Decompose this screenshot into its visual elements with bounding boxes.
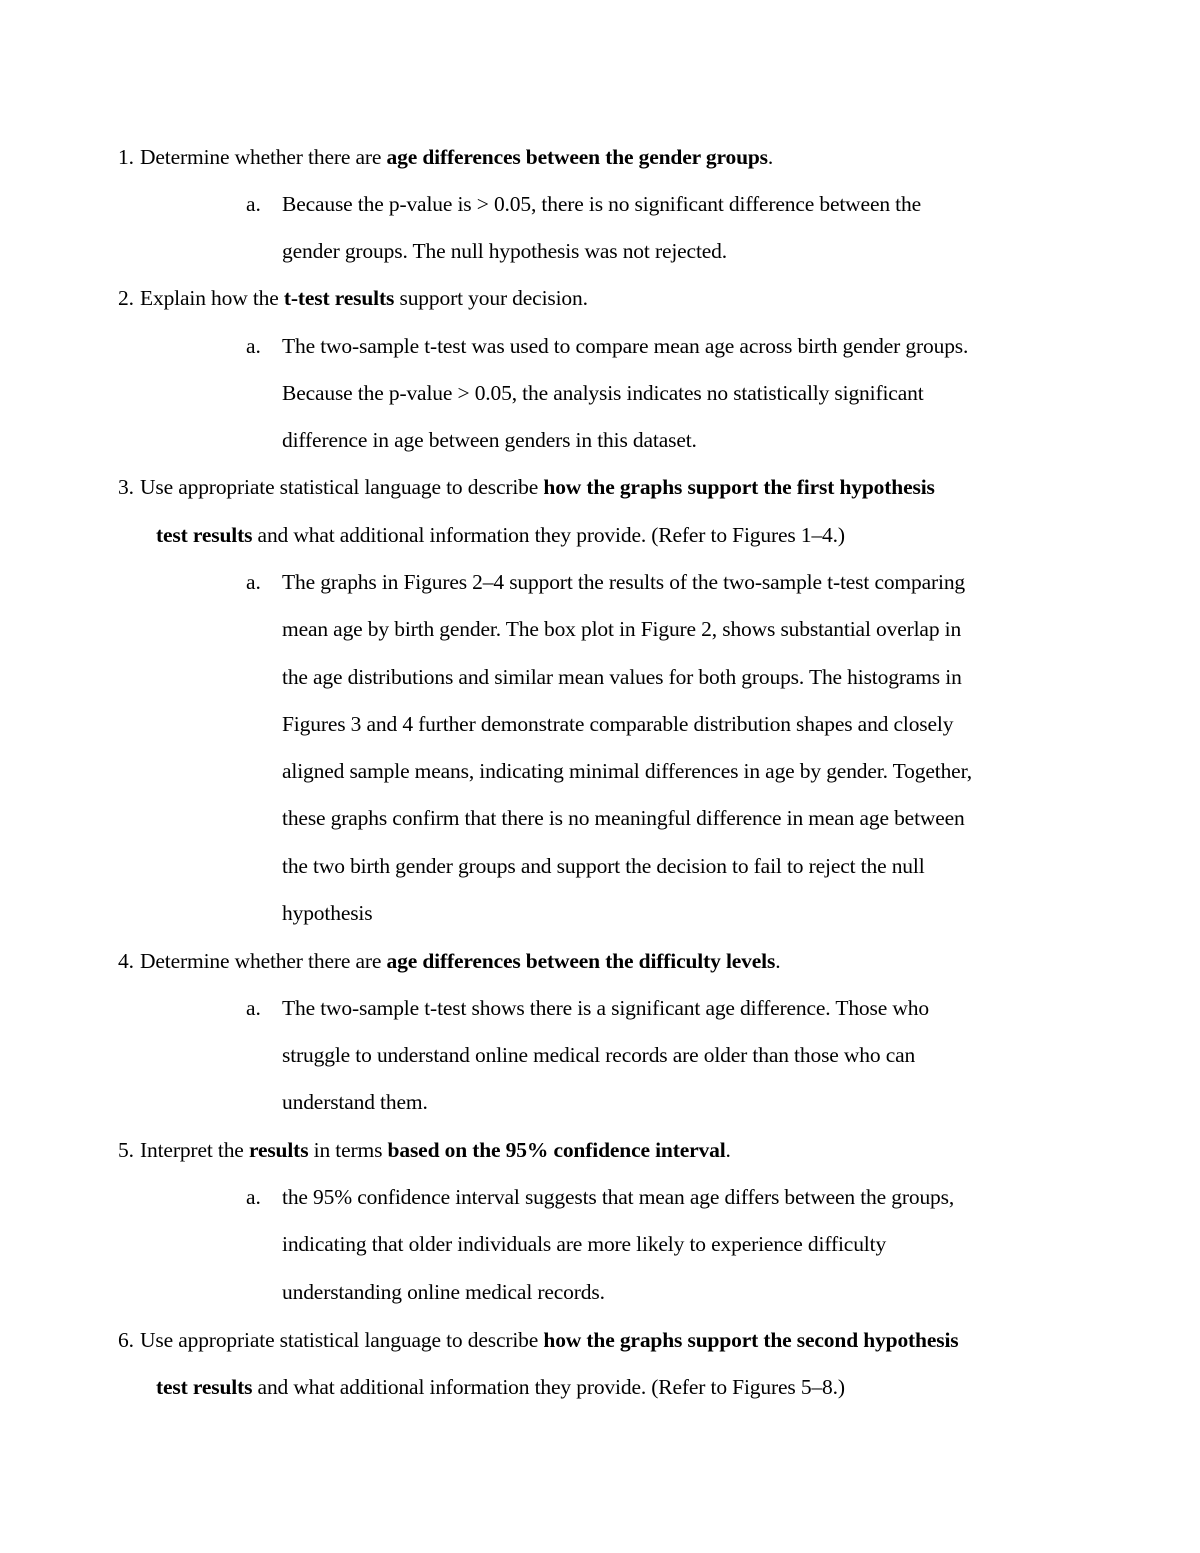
answer-line: hypothesis xyxy=(282,901,373,925)
answer-label: a. xyxy=(246,334,261,358)
answer-line: Because the p-value is > 0.05, there is no significant difference between the xyxy=(282,192,921,216)
question-emphasis: results xyxy=(248,1138,309,1162)
question-6: 6. Use appropriate statistical language to describe how the graphs support the second hypothesis xyxy=(118,1325,959,1355)
answer-line: difference in age between genders in this dataset. xyxy=(282,428,697,452)
answer-line: these graphs confirm that there is no meaningful difference in mean age between xyxy=(282,806,965,830)
question-number: 5. xyxy=(118,1138,134,1162)
answer-line: mean age by birth gender. The box plot in Figure 2, shows substantial overlap in xyxy=(282,617,962,641)
question-3-continuation: test results and what additional information they provide. (Refer to Figures 1–4.) xyxy=(156,523,845,547)
answer-line: the two birth gender groups and support the decision to fail to reject the null xyxy=(282,854,925,878)
answer-label: a. xyxy=(246,996,261,1020)
answer-line: The graphs in Figures 2–4 support the results of the two-sample t-test comparing xyxy=(282,570,966,594)
question-number: 6. xyxy=(118,1328,134,1352)
question-emphasis: age differences between the gender groups xyxy=(386,145,768,169)
question-3: 3. Use appropriate statistical language to describe how the graphs support the first hypothesis xyxy=(118,472,935,502)
question-2: 2. Explain how the t-test results support your decision. xyxy=(118,283,588,313)
question-number: 4. xyxy=(118,949,134,973)
answer-line: The two-sample t-test was used to compare mean age across birth gender groups. xyxy=(282,334,969,358)
question-emphasis: age differences between the difficulty levels xyxy=(386,949,776,973)
question-emphasis: how the graphs support the second hypothesis xyxy=(543,1328,959,1352)
answer-label: a. xyxy=(246,570,261,594)
answer-line: Because the p-value > 0.05, the analysis indicates no statistically significant xyxy=(282,381,924,405)
answer-line: aligned sample means, indicating minimal differences in age by gender. Together, xyxy=(282,759,972,783)
question-4: 4. Determine whether there are age differences between the difficulty levels. xyxy=(118,946,780,976)
question-emphasis: based on the 95% confidence interval xyxy=(387,1138,726,1162)
question-5: 5. Interpret the results in terms based on the 95% confidence interval. xyxy=(118,1135,731,1165)
answer-line: understanding online medical records. xyxy=(282,1280,605,1304)
answer-line: The two-sample t-test shows there is a significant age difference. Those who xyxy=(282,996,929,1020)
question-emphasis: t-test results xyxy=(283,286,395,310)
question-number: 2. xyxy=(118,286,134,310)
question-number: 3. xyxy=(118,475,134,499)
question-number: 1. xyxy=(118,145,134,169)
answer-line: the 95% confidence interval suggests that mean age differs between the groups, xyxy=(282,1185,955,1209)
question-emphasis: how the graphs support the first hypothesis xyxy=(543,475,935,499)
question-1: 1. Determine whether there are age differences between the gender groups. xyxy=(118,142,773,172)
answer-line: the age distributions and similar mean values for both groups. The histograms in xyxy=(282,665,962,689)
answer-label: a. xyxy=(246,1185,261,1209)
answer-line: gender groups. The null hypothesis was not rejected. xyxy=(282,239,727,263)
question-6-continuation: test results and what additional information they provide. (Refer to Figures 5–8.) xyxy=(156,1375,845,1399)
answer-line: understand them. xyxy=(282,1090,428,1114)
answer-line: indicating that older individuals are more likely to experience difficulty xyxy=(282,1232,887,1256)
answer-label: a. xyxy=(246,192,261,216)
question-emphasis: test results xyxy=(156,1375,253,1399)
answer-line: Figures 3 and 4 further demonstrate comparable distribution shapes and closely xyxy=(282,712,954,736)
answer-line: struggle to understand online medical records are older than those who can xyxy=(282,1043,916,1067)
question-emphasis: test results xyxy=(156,523,253,547)
